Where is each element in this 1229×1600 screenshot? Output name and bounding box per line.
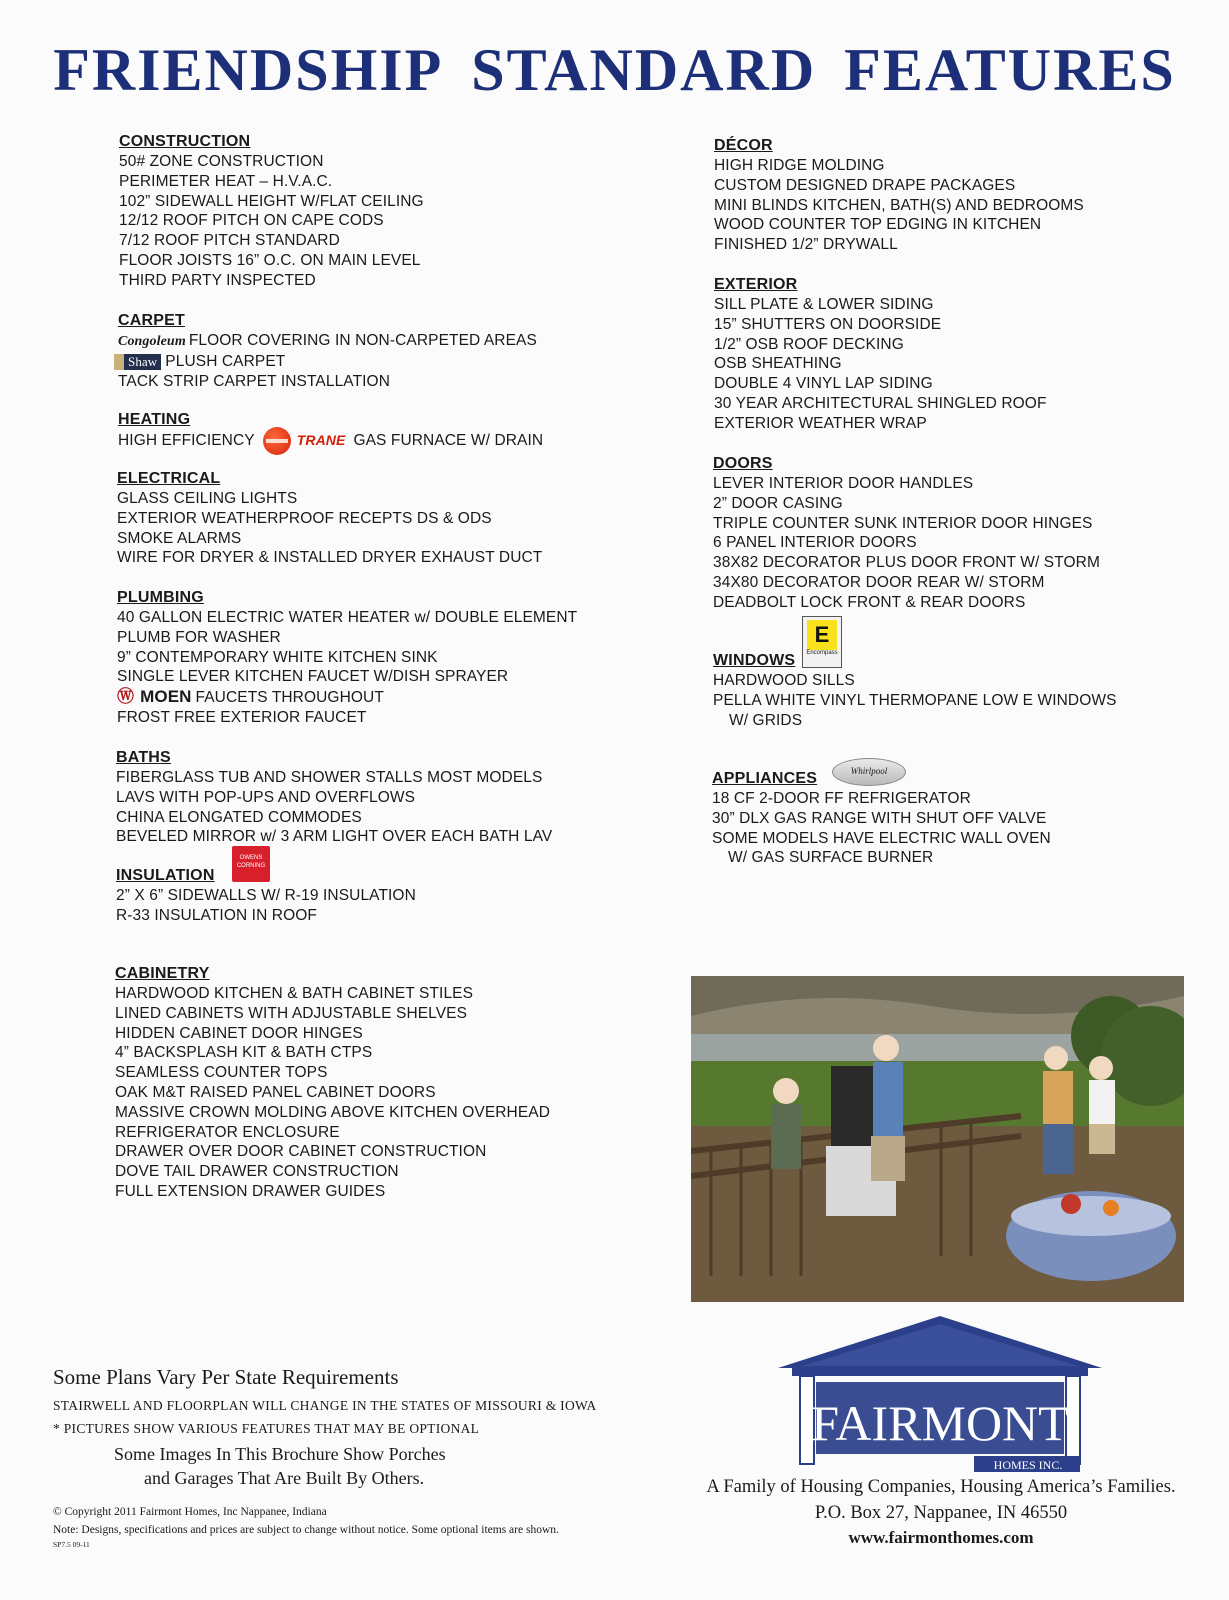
- plans-vary-note: Some Plans Vary Per State Requirements: [53, 1365, 399, 1389]
- feature-item: W/ GAS SURFACE BURNER: [728, 849, 934, 867]
- feature-item: DOUBLE 4 VINYL LAP SIDING: [714, 375, 933, 393]
- feature-item: PLUMB FOR WASHER: [117, 628, 281, 646]
- feature-item: THIRD PARTY INSPECTED: [119, 271, 316, 289]
- section-heading: CABINETRY: [115, 965, 210, 982]
- section-appliances: [712, 769, 1051, 868]
- section-decor: [714, 136, 1084, 255]
- section-plumbing: [117, 588, 577, 728]
- feature-item: 40 GALLON ELECTRIC WATER HEATER w/ DOUBLE ELEMENT: [117, 609, 578, 626]
- feature-item: 15” SHUTTERS ON DOORSIDE: [714, 315, 942, 333]
- feature-item: REFRIGERATOR ENCLOSURE: [115, 1123, 340, 1141]
- feature-item: WOOD COUNTER TOP EDGING IN KITCHEN: [714, 216, 1042, 234]
- feature-item: DEADBOLT LOCK FRONT & REAR DOORS: [713, 593, 1026, 611]
- feature-item: DRAWER OVER DOOR CABINET CONSTRUCTION: [115, 1143, 487, 1161]
- patio-scene-illustration: [691, 976, 1184, 1302]
- title-word-2: STANDARD: [471, 37, 817, 103]
- feature-item: 12/12 ROOF PITCH ON CAPE CODS: [119, 212, 384, 230]
- feature-item: LAVS WITH POP-UPS AND OVERFLOWS: [116, 788, 416, 806]
- page-title: [0, 36, 1229, 105]
- feature-item: OSB SHEATHING: [714, 355, 842, 373]
- feature-item: SINGLE LEVER KITCHEN FAUCET W/DISH SPRAYER: [117, 668, 509, 686]
- feature-item: 30” DLX GAS RANGE WITH SHUT OFF VALVE: [712, 809, 1047, 827]
- feature-item: CHINA ELONGATED COMMODES: [116, 808, 362, 826]
- feature-item: SILL PLATE & LOWER SIDING: [714, 296, 934, 313]
- feature-item: BEVELED MIRROR w/ 3 ARM LIGHT OVER EACH BATH LAV: [116, 828, 553, 846]
- tagline: A Family of Housing Companies, Housing America’s Families.: [706, 1477, 1176, 1497]
- feature-item: EXTERIOR WEATHERPROOF RECEPTS DS & ODS: [117, 509, 492, 527]
- website-link[interactable]: www.fairmonthomes.com: [848, 1528, 1034, 1547]
- feature-item: 9” CONTEMPORARY WHITE KITCHEN SINK: [117, 648, 438, 666]
- copyright: © Copyright 2011 Fairmont Homes, Inc Nappanee, Indiana: [53, 1506, 327, 1518]
- feature-item: 34X80 DECORATOR DOOR REAR W/ STORM: [713, 573, 1045, 591]
- feature-item: WIRE FOR DRYER & INSTALLED DRYER EXHAUST DUCT: [117, 549, 543, 567]
- fairmont-logo-subtext: HOMES INC.: [993, 1458, 1063, 1472]
- feature-item: 102” SIDEWALL HEIGHT W/FLAT CEILING: [119, 192, 424, 210]
- feature-item: CUSTOM DESIGNED DRAPE PACKAGES: [714, 176, 1016, 194]
- section-baths: [116, 748, 552, 847]
- feature-item: HARDWOOD SILLS: [713, 672, 855, 689]
- section-heading: DOORS: [713, 455, 773, 472]
- feature-item: 2” DOOR CASING: [713, 494, 843, 512]
- section-windows: [713, 651, 1117, 730]
- section-cabinetry: [115, 964, 550, 1202]
- section-heading: PLUMBING: [117, 589, 204, 606]
- feature-item: HIGH RIDGE MOLDING: [714, 157, 885, 174]
- title-word-1: FRIENDSHIP: [53, 37, 444, 103]
- feature-item: SMOKE ALARMS: [117, 529, 242, 547]
- whirlpool-logo: Whirlpool: [832, 758, 906, 786]
- images-note-line1: Some Images In This Brochure Show Porches: [114, 1444, 446, 1464]
- feature-item: EXTERIOR WEATHER WRAP: [714, 414, 927, 432]
- section-heading: INSULATION: [116, 867, 215, 884]
- feature-item: W/ GRIDS: [729, 711, 803, 729]
- feature-item: 38X82 DECORATOR PLUS DOOR FRONT W/ STORM: [713, 554, 1100, 572]
- feature-item: FULL EXTENSION DRAWER GUIDES: [115, 1182, 386, 1200]
- patio-photo: [691, 976, 1184, 1302]
- section-doors: [713, 454, 1100, 613]
- feature-item: DOVE TAIL DRAWER CONSTRUCTION: [115, 1163, 399, 1181]
- feature-item: OAK M&T RAISED PANEL CABINET DOORS: [115, 1083, 436, 1101]
- section-insulation: [116, 866, 416, 926]
- feature-item: 7/12 ROOF PITCH STANDARD: [119, 232, 340, 250]
- feature-item: 30 YEAR ARCHITECTURAL SHINGLED ROOF: [714, 394, 1047, 412]
- mailing-address: P.O. Box 27, Nappanee, IN 46550: [814, 1503, 1068, 1523]
- fairmont-homes-logo: [778, 1316, 1102, 1476]
- feature-item: FINISHED 1/2” DRYWALL: [714, 236, 898, 254]
- feature-item: FLOOR JOISTS 16” O.C. ON MAIN LEVEL: [119, 251, 421, 269]
- section-construction: [119, 132, 424, 291]
- images-note-line2: and Garages That Are Built By Others.: [144, 1468, 425, 1488]
- section-heating: [118, 410, 543, 455]
- trane-globe-icon: [263, 427, 291, 455]
- feature-item: HIDDEN CABINET DOOR HINGES: [115, 1024, 363, 1042]
- feature-item: Shaw PLUSH CARPET: [118, 352, 537, 372]
- encompass-e-icon: E: [807, 620, 837, 650]
- feature-item: 2” X 6” SIDEWALLS W/ R-19 INSULATION: [116, 887, 416, 904]
- section-heading: WINDOWS: [713, 652, 796, 669]
- moen-logo: Ⓦ MOEN: [117, 687, 192, 707]
- trane-logo: TRANE: [263, 427, 346, 455]
- section-electrical: [117, 469, 542, 568]
- disclaimer-note: Note: Designs, specifications and prices are subject to change without notice. Some optional items are shown.: [53, 1524, 559, 1536]
- section-heading: ELECTRICAL: [117, 470, 221, 487]
- feature-item: SOME MODELS HAVE ELECTRIC WALL OVEN: [712, 829, 1051, 847]
- section-heading: CONSTRUCTION: [119, 133, 251, 150]
- feature-item: GLASS CEILING LIGHTS: [117, 490, 298, 507]
- section-heading: DÉCOR: [714, 137, 773, 154]
- document-code: SP7.5 09-11: [53, 1540, 90, 1549]
- feature-item: HARDWOOD KITCHEN & BATH CABINET STILES: [115, 985, 474, 1002]
- section-carpet: [118, 311, 537, 391]
- feature-item: 50# ZONE CONSTRUCTION: [119, 153, 324, 170]
- title-word-3: FEATURES: [844, 37, 1176, 103]
- section-heading: EXTERIOR: [714, 276, 798, 293]
- section-heading: CARPET: [118, 312, 185, 329]
- congoleum-logo: Congoleum: [118, 334, 186, 349]
- feature-item: 4” BACKSPLASH KIT & BATH CTPS: [115, 1044, 373, 1062]
- feature-item: SEAMLESS COUNTER TOPS: [115, 1064, 328, 1082]
- feature-item: LINED CABINETS WITH ADJUSTABLE SHELVES: [115, 1004, 468, 1022]
- shaw-logo: Shaw: [124, 354, 161, 370]
- feature-item: TRIPLE COUNTER SUNK INTERIOR DOOR HINGES: [713, 514, 1093, 532]
- moen-icon: Ⓦ: [117, 687, 135, 707]
- section-heading: BATHS: [116, 749, 171, 766]
- feature-item: FIBERGLASS TUB AND SHOWER STALLS MOST MODELS: [116, 769, 543, 786]
- section-heading: APPLIANCES: [712, 770, 818, 787]
- feature-item: TACK STRIP CARPET INSTALLATION: [118, 372, 391, 390]
- feature-item: MINI BLINDS KITCHEN, BATH(S) AND BEDROOMS: [714, 196, 1084, 214]
- feature-item: 18 CF 2-DOOR FF REFRIGERATOR: [712, 790, 971, 807]
- encompass-logo: E Encompass: [802, 616, 842, 668]
- feature-item: HIGH EFFICIENCY TRANE GAS FURNACE W/ DRAIN: [118, 427, 543, 455]
- feature-item: Congoleum FLOOR COVERING IN NON-CARPETED AREAS: [118, 332, 537, 349]
- feature-item: 1/2” OSB ROOF DECKING: [714, 335, 904, 353]
- feature-item: PERIMETER HEAT – H.V.A.C.: [119, 172, 333, 190]
- fairmont-logo-text: FAIRMONT: [811, 1395, 1069, 1451]
- stairwell-note: STAIRWELL AND FLOORPLAN WILL CHANGE IN THE STATES OF MISSOURI & IOWA: [53, 1398, 597, 1413]
- section-heading: HEATING: [118, 411, 191, 428]
- owens-corning-logo: OWENS CORNING: [232, 846, 270, 882]
- feature-item: PELLA WHITE VINYL THERMOPANE LOW E WINDOWS: [713, 691, 1117, 709]
- feature-item: R-33 INSULATION IN ROOF: [116, 906, 317, 924]
- feature-item: 6 PANEL INTERIOR DOORS: [713, 534, 917, 552]
- pictures-note: * PICTURES SHOW VARIOUS FEATURES THAT MAY BE OPTIONAL: [53, 1421, 480, 1436]
- feature-item: Ⓦ MOEN FAUCETS THROUGHOUT: [117, 687, 384, 707]
- feature-item: MASSIVE CROWN MOLDING ABOVE KITCHEN OVERHEAD: [115, 1103, 551, 1121]
- feature-item: LEVER INTERIOR DOOR HANDLES: [713, 475, 974, 492]
- feature-item: FROST FREE EXTERIOR FAUCET: [117, 708, 367, 726]
- section-exterior: [714, 275, 1047, 434]
